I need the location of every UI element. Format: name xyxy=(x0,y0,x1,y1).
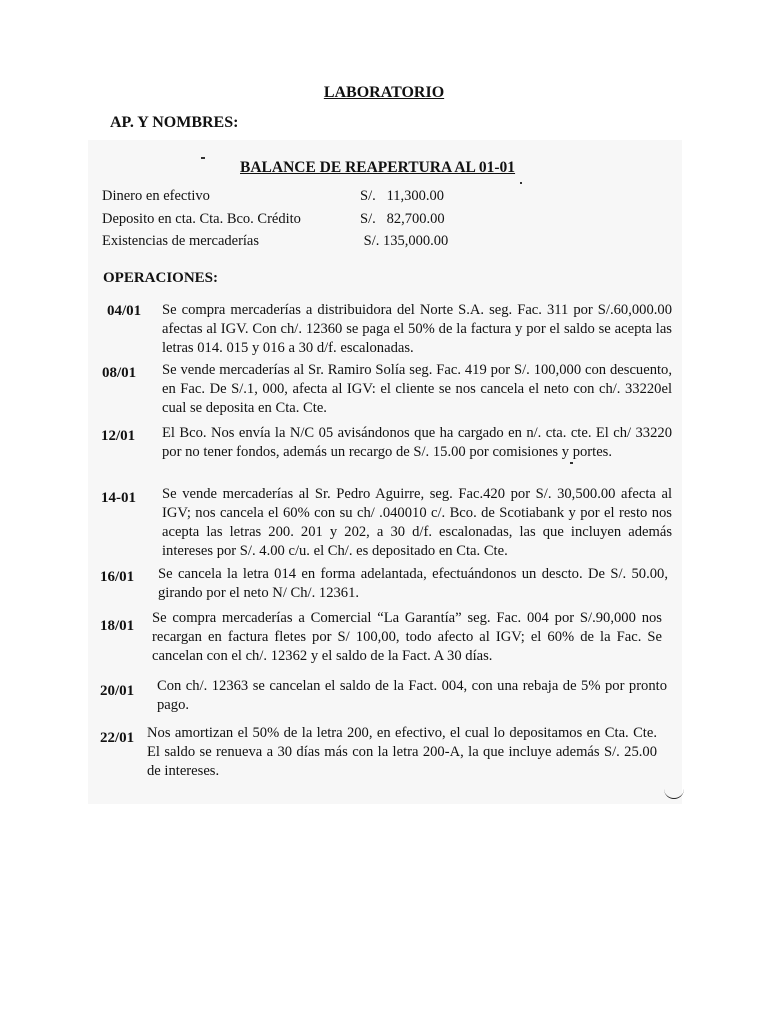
operation-date: 04/01 xyxy=(107,303,142,319)
operation-text: El Bco. Nos envía la N/C 05 avisándonos que ha cargado en n/. cta. cte. El ch/ 33220 por no tener fondos, además un recargo de S/. 15.00 por comisiones y portes. xyxy=(162,425,672,460)
operation-date: 08/01 xyxy=(102,365,137,381)
balance-label: Dinero en efectivo xyxy=(102,188,210,204)
operation-date: 22/01 xyxy=(100,730,135,746)
balance-amount: S/. 135,000.00 xyxy=(360,233,449,249)
operation-text: Se compra mercaderías a Comercial “La Garantía” seg. Fac. 004 por S/.90,000 nos recargan en factura fletes por S/ 100,00, todo afecto al IGV; el 60% de la Fac. Se cancelan con el ch/. 12362 y el saldo de la Fact. A 30 días. xyxy=(152,610,662,664)
balance-amount: S/. 11,300.00 xyxy=(360,188,445,204)
operations-title: OPERACIONES: xyxy=(103,270,219,286)
scan-speck xyxy=(520,182,522,184)
operation-text: Se cancela la letra 014 en forma adelantada, efectuándonos un descto. De S/. 50.00, girando por el neto N/ Ch/. 12361. xyxy=(158,566,668,601)
operation-text: Con ch/. 12363 se cancelan el saldo de la Fact. 004, con una rebaja de 5% por pronto pago. xyxy=(157,678,667,713)
operation-text: Se vende mercaderías al Sr. Ramiro Solía seg. Fac. 419 por S/. 100,000 con descuento, en Fac. De S/.1, 000, afecta al IGV: el cliente se nos cancela el neto con ch/. 33220el cual se deposita en Cta. Cte. xyxy=(162,362,672,416)
operation-text: Se vende mercaderías al Sr. Pedro Aguirre, seg. Fac.420 por S/. 30,500.00 afecta al IGV; nos cancela el 60% con su ch/ .040010 c/. Bco. de Scotiabank y por el resto nos acepta las letras 200. 201 y 202, a 30 d/f. escalonadas, las que incluyen además intereses por S/. 4.00 c/u. el Ch/. es depositado en Cta. Cte. xyxy=(162,486,672,559)
names-label: AP. Y NOMBRES: xyxy=(110,114,239,131)
operation-date: 14-01 xyxy=(101,490,136,506)
balance-label: Existencias de mercaderías xyxy=(102,233,260,249)
scan-speck xyxy=(201,157,205,159)
document-title: LABORATORIO xyxy=(323,84,445,101)
operation-text: Nos amortizan el 50% de la letra 200, en efectivo, el cual lo depositamos en Cta. Cte. El saldo se renueva a 30 días más con la letra 200-A, la que incluye además S/. 25.00 de intereses. xyxy=(147,725,657,779)
balance-label: Deposito en cta. Cta. Bco. Crédito xyxy=(102,211,301,227)
operation-text: Se compra mercaderías a distribuidora del Norte S.A. seg. Fac. 311 por S/.60,000.00 afectas al IGV. Con ch/. 12360 se paga el 50% de la factura y por el saldo se acepta las letras 014. 015 y 016 a 30 d/f. escalonadas. xyxy=(162,302,672,356)
operation-date: 16/01 xyxy=(100,569,135,585)
scan-speck xyxy=(570,462,573,464)
operation-date: 18/01 xyxy=(100,618,135,634)
balance-title: BALANCE DE REAPERTURA AL 01-01 xyxy=(240,159,516,176)
balance-amount: S/. 82,700.00 xyxy=(360,211,445,227)
operation-date: 12/01 xyxy=(101,428,136,444)
operation-date: 20/01 xyxy=(100,683,135,699)
